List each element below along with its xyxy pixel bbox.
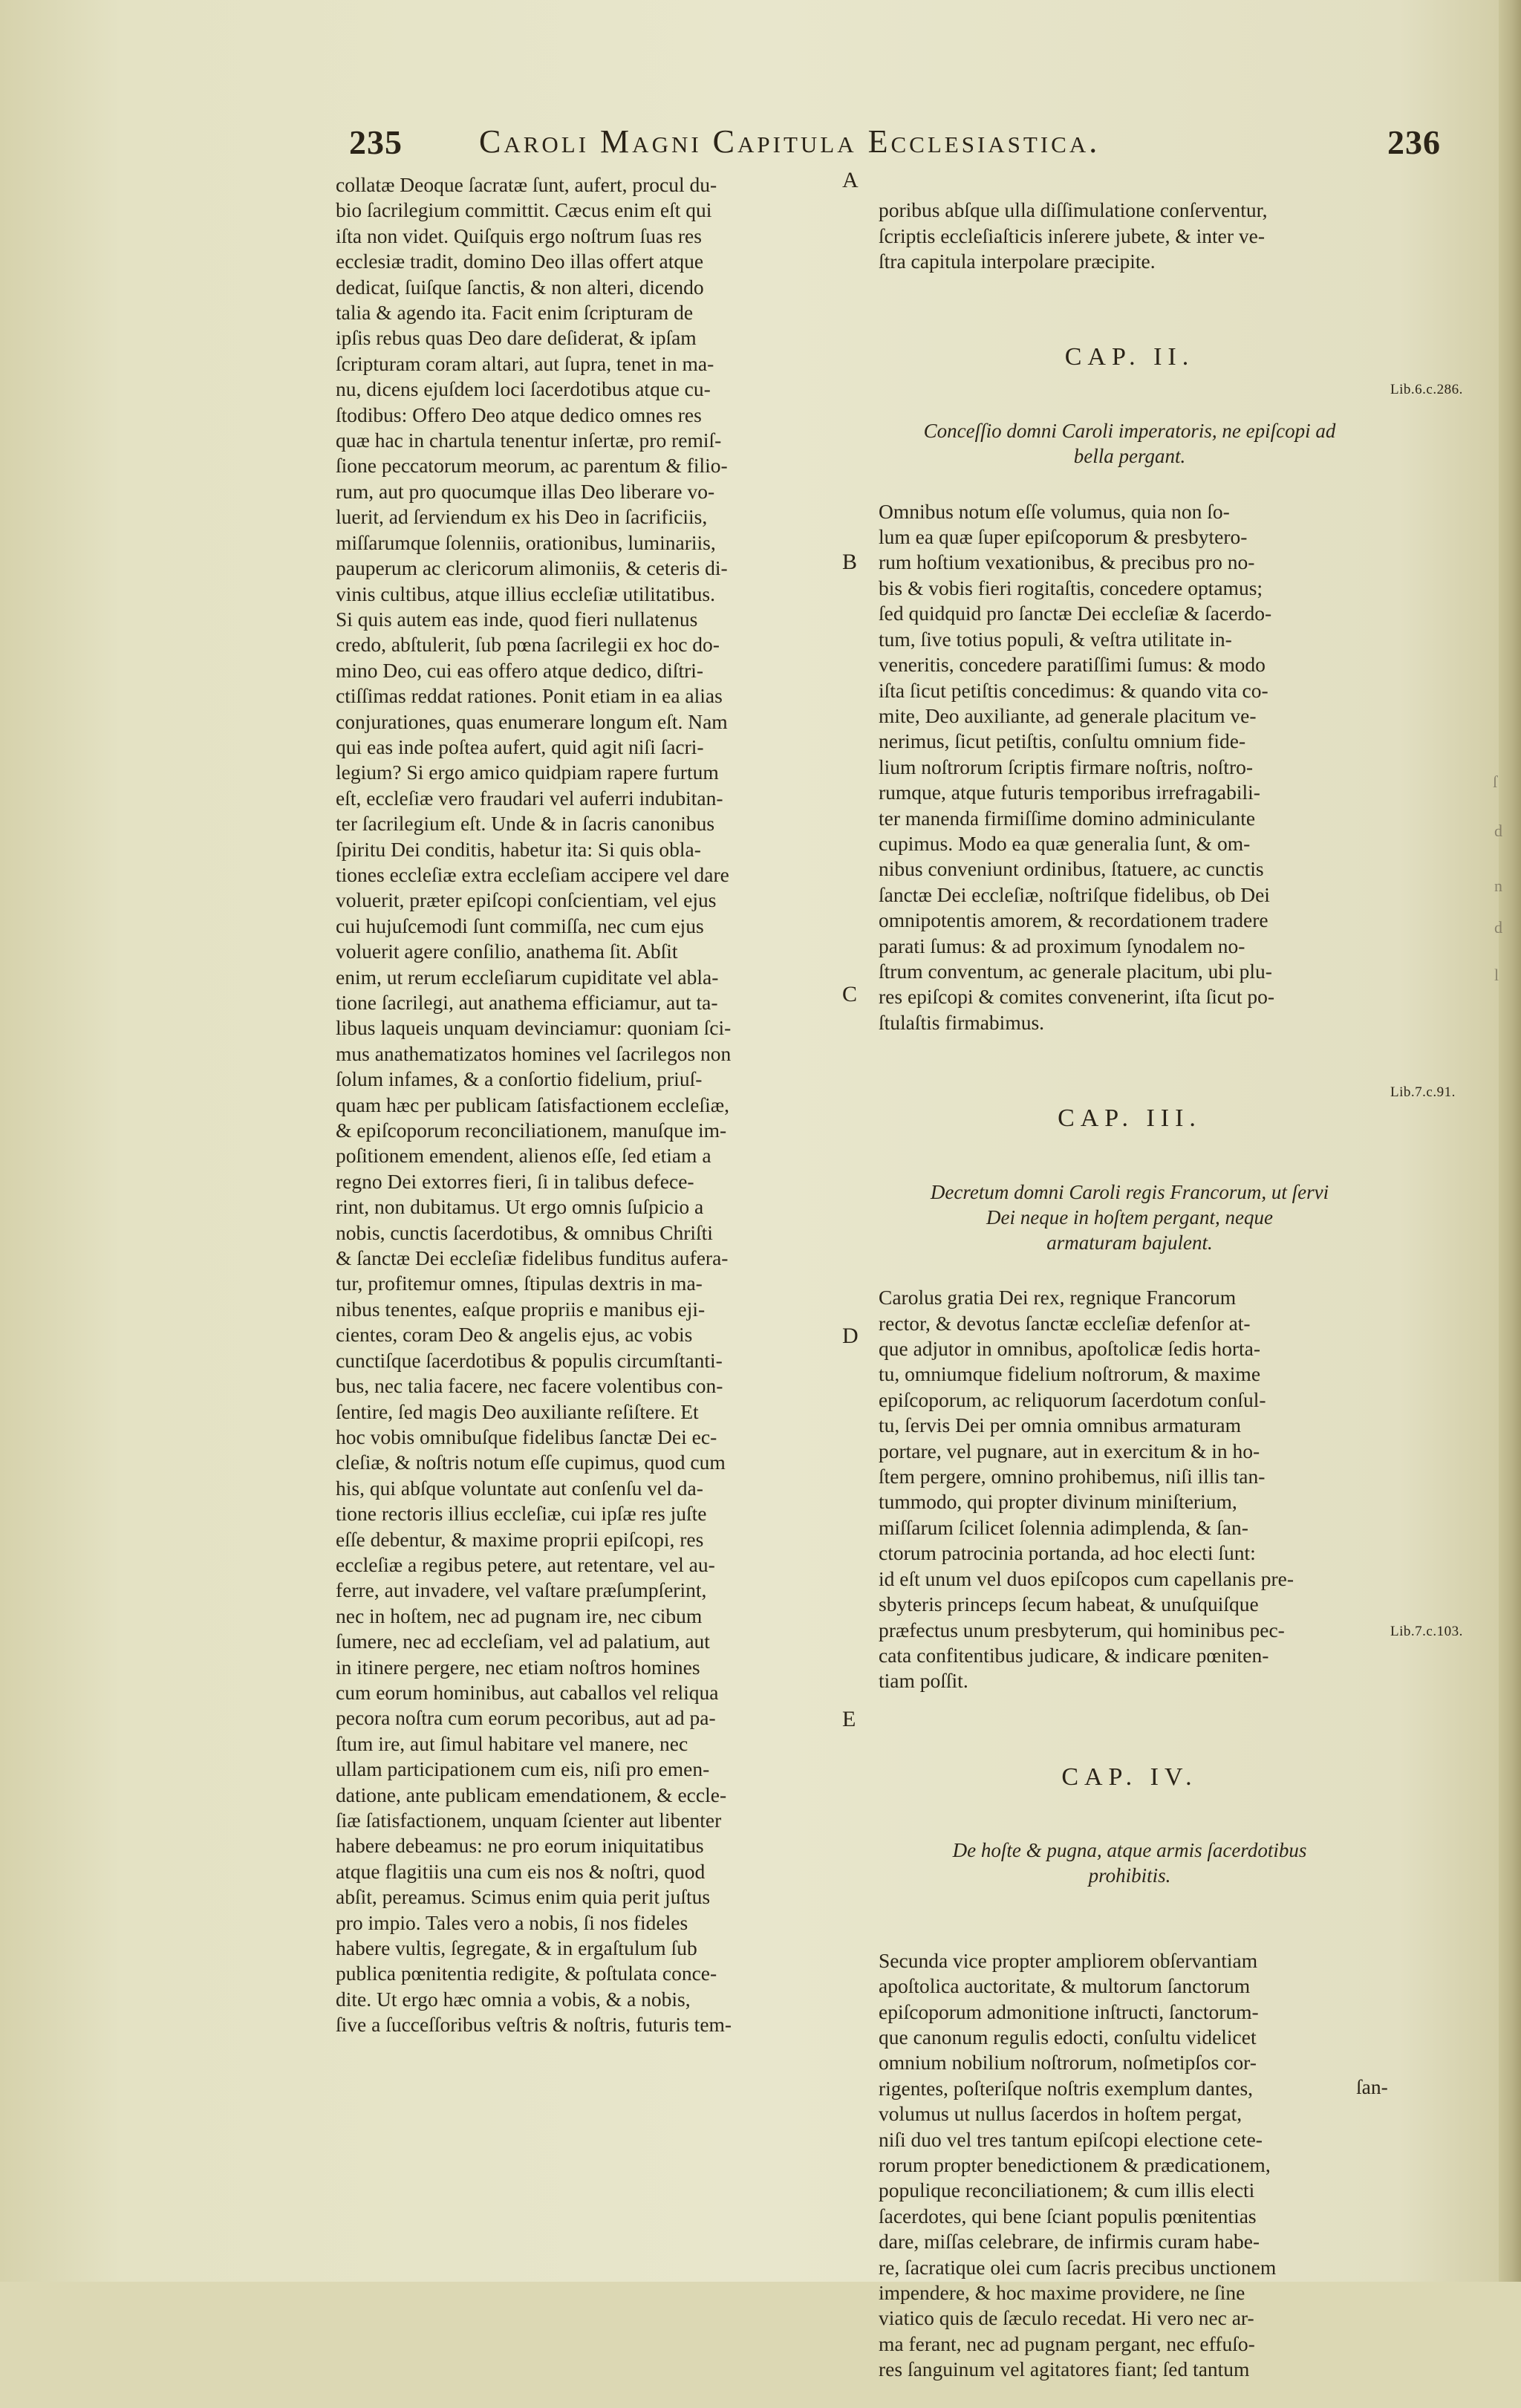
bleed-through-mark: n xyxy=(1494,876,1502,895)
chapter-summary: Conceſſio domni Caroli imperatoris, ne epiſcopi ad bella pergant. xyxy=(923,420,1336,468)
section-letter-e: E xyxy=(842,1707,856,1731)
left-column-text: collatæ Deoque ſacratæ ſunt, aufert, procul du- bio ſacrilegium committit. Cæcus enim eſt qui iſta non videt. Quiſquis ergo noſtrum ſuas res ecclesiæ tradit, domino Deo illas offert atque dedicat, ſuiſque ſanctis, & non alteri, dicendo talia & agendo ita. Facit enim ſcripturam de ipſis rebus quas Deo dare deſiderat, & ipſam ſcripturam coram altari, aut ſupra, tenet in ma- nu, dicens ejuſdem loci ſacerdotibus atque cu- ſtodibus: Offero Deo atque dedico omnes res quæ hac in chartula tenentur inſertæ, pro remiſ- ſione peccatorum meorum, ac parentum & filio- rum, aut pro quocumque illas Deo liberare vo- luerit, ad ſerviendum ex his Deo in ſacrificiis, miſſarumque ſolenniis, orationibus, luminariis, pauperum ac clericorum alimoniis, & ceteris di- vinis cultibus, atque illius eccleſiæ utilitatibus. Si quis autem eas inde, quod fieri nullatenus credo, abſtulerit, ſub pœna ſacrilegii ex hoc do- mino Deo, cui eas offero atque dedico, diſtri- ctiſſimas reddat rationes. Ponit etiam in ea alias conjurationes, quas enumerare longum eſt. Nam qui eas inde poſtea aufert, quid agit niſi ſacri- legium? Si ergo amico quidpiam rapere furtum eſt, eccleſiæ vero fraudari vel auferri indubitan- ter ſacrilegium eſt. Unde & in ſacris canonibus ſpiritu Dei conditis, habetur ita: Si quis obla- tiones eccleſiæ extra eccleſiam accipere vel dare voluerit, præter epiſcopi conſcientiam, vel ejus cui hujuſcemodi ſunt commiſſa, nec cum ejus voluerit agere conſilio, anathema ſit. Abſit enim, ut rerum eccleſiarum cupiditate vel abla- tione ſacrilegi, aut anathema efficiamur, aut ta- libus laqueis unquam devinciamur: quoniam ſci- mus anathematizatos homines vel ſacrilegos non ſolum infames, & a conſortio fidelium, priuſ- quam hæc per publicam ſatisfactionem eccleſiæ, & epiſcoporum reconciliationem, manuſque im- poſitionem emendent, alienos eſſe, ſed etiam a regno Dei extorres fieri, ſi in talibus defece- rint, non dubitamus. Ut ergo omnis ſuſpicio a nobis, cunctis ſacerdotibus, & omnibus Chriſti & ſanctæ Dei eccleſiæ fidelibus funditus aufera- tur, profitemur omnes, ſtipulas dextris in ma- nibus tenentes, eaſque propriis e manibus eji- cientes, coram Deo & angelis ejus, ac vobis cunctiſque ſacerdotibus & populis circumſtanti- bus, nec talia facere, nec facere volentibus con- ſentire, ſed magis Deo auxiliante reſiſtere. Et hoc vobis omnibuſque fidelibus ſanctæ Dei ec- cleſiæ, & noſtris notum eſſe cupimus, quod cum his, qui abſque voluntate aut conſenſu vel da- tione rectoris illius eccleſiæ, cui ipſæ res juſte eſſe debentur, & maxime proprii epiſcopi, res eccleſiæ a regibus petere, aut retentare, vel au- ferre, aut invadere, vel vaſtare præſumpſerint, nec in hoſtem, nec ad pugnam ire, nec cibum ſumere, nec ad eccleſiam, vel ad palatium, aut in itinere pergere, nec etiam noſtros homines cum eorum hominibus, aut caballos vel reliqua pecora noſtra cum eorum pecoribus, aut ad pa- ſtum ire, aut ſimul habitare vel manere, nec ullam participationem cum eis, niſi pro emen- datione, ante publicam emendationem, & eccle- ſiæ ſatisfactionem, unquam ſcienter aut libenter habere debeamus: ne pro eorum iniquitatibus atque flagitiis una cum eis nos & noſtri, quod abſit, pereamus. Scimus enim quia perit juſtus pro impio. Tales vero a nobis, ſi nos fideles habere vultis, ſegregate, & in ergaſtulum ſub publica pœnitentia redigite, & poſtulata conce- dite. Ut ergo hæc omnia a vobis, & a nobis, ſive a ſucceſſoribus veſtris & noſtris, futuris tem- xyxy=(336,173,732,2037)
catchword: ſan- xyxy=(1356,2075,1388,2098)
chapter-heading: CAP. III. xyxy=(1058,1104,1202,1132)
bleed-through-mark: d xyxy=(1494,821,1502,840)
marginal-note: Lib.6.c.286. xyxy=(1390,382,1463,397)
running-title: Caroli Magni Capitula Ecclesiastica. xyxy=(479,123,1101,160)
chapter-summary: De hoſte & pugna, atque armis ſacerdotibus prohibitis. xyxy=(952,1839,1307,1887)
chapter-text: Secunda vice propter ampliorem obſervantiam apoſtolica auctoritate, & multorum ſanctorum epiſcoporum admonitione inſtructi, ſanctorum- que canonum regulis edocti, conſultu videlicet omnium nobilium noſtrorum, noſmetipſos cor- rigentes, poſteriſque noſtris exemplum dantes, volumus ut nullus ſacerdos in hoſtem pergat, niſi duo vel tres tantum epiſcopi electione cete- rorum propter benedictionem & prædicationem, populique reconciliationem; & cum illis electi ſacerdotes, qui bene ſciant populis pœnitentias dare, miſſas celebrare, de infirmis curam habe- re, ſacratique olei cum ſacris precibus unctionem impendere, & hoc maxime providere, ne ſine viatico quis de ſæculo recedat. Hi vero nec ar- ma ferant, nec ad pugnam pergant, nec effuſo- res ſanguinum vel agitatores fiant; ſed tantum xyxy=(879,1948,1277,2381)
section-letter-b: B xyxy=(842,550,858,574)
chapter-summary: Decretum domni Caroli regis Francorum, ut ſervi Dei neque in hoſtem pergant, neque armaturam bajulent. xyxy=(930,1180,1329,1254)
marginal-note: Lib.7.c.103. xyxy=(1390,1624,1463,1639)
section-letter-d: D xyxy=(842,1324,859,1348)
running-head xyxy=(349,123,1441,167)
marginal-note: Lib.7.c.91. xyxy=(1390,1084,1456,1100)
bleed-through-mark: l xyxy=(1494,966,1499,984)
chapter-text: Omnibus notum eſſe volumus, quia non ſo- lum ea quæ ſuper epiſcoporum & presbytero- rum hoſtium vexationibus, & precibus pro no- bis & vobis fieri rogitaſtis, concedere optamus; ſed quidquid pro ſanctæ Dei eccleſiæ & ſacerdo- tum, ſive totius populi, & veſtra utilitate in- veneritis, concedere paratiſſimi ſumus: & modo iſta ſicut petiſtis concedimus: & quando vita co- mite, Deo auxiliante, ad generale placitum ve- nerimus, ſicut petiſtis, conſultu omnium fide- lium noſtrorum ſcriptis firmare noſtris, noſtro- rumque, atque futuris temporibus irrefragabili- ter manenda firmiſſime domino adminiculante cupimus. Modo ea quæ generalia ſunt, & om- nibus conveniunt ordinibus, ſtatuere, ac cunctis ſanctæ Dei eccleſiæ, noſtriſque fidelibus, ob Dei omnipotentis amorem, & recordationem tradere parati ſumus: & ad proximum ſynodalem no- ſtrum conventum, ac generale placitum, ubi plu- res epiſcopi & comites convenerint, iſta ſicut po- ſtulaſtis firmabimus. xyxy=(879,499,1275,1034)
section-letter-c: C xyxy=(842,982,858,1006)
chapter-heading: CAP. IV. xyxy=(1061,1763,1198,1791)
page-number-right: 236 xyxy=(1387,123,1441,161)
right-column xyxy=(879,172,1381,2408)
chapter-heading: CAP. II. xyxy=(1064,343,1195,371)
section-letter-a: A xyxy=(842,168,859,192)
page-number-left: 235 xyxy=(349,123,403,161)
right-column-intro: poribus abſque ulla diſſimulatione conſerventur, ſcriptis eccleſiaſticis inſerere jubete, & inter ve- ſtra capitula interpolare præcipite. xyxy=(879,198,1268,273)
facing-page-edge xyxy=(1499,0,1521,2282)
chapter-text: Carolus gratia Dei rex, regnique Francorum rector, & devotus ſanctæ eccleſiæ defenſor at- que adjutor in omnibus, apoſtolicæ ſedis horta- tu, omniumque fidelium noſtrorum, & maxime epiſcoporum, ac reliquorum ſacerdotum conſul- tu, ſervis Dei per omnia omnibus armaturam portare, vel pugnare, aut in exercitum & in ho- ſtem pergere, omnino prohibemus, niſi illis tan- tummodo, qui propter divinum miniſterium, miſſarum ſcilicet ſolennia adimplenda, & ſan- ctorum patrocinia portanda, ad hoc electi ſunt: id eſt unum vel duos epiſcopos cum capellanis pre- sbyteris princeps ſecum habeat, & unuſquiſque præfectus unum presbyterum, qui hominibus pec- cata confitentibus judicare, & indicare pœniten- tiam poſſit. xyxy=(879,1286,1294,1693)
bleed-through-mark: ſ xyxy=(1493,772,1498,791)
bleed-through-mark: d xyxy=(1494,918,1502,937)
